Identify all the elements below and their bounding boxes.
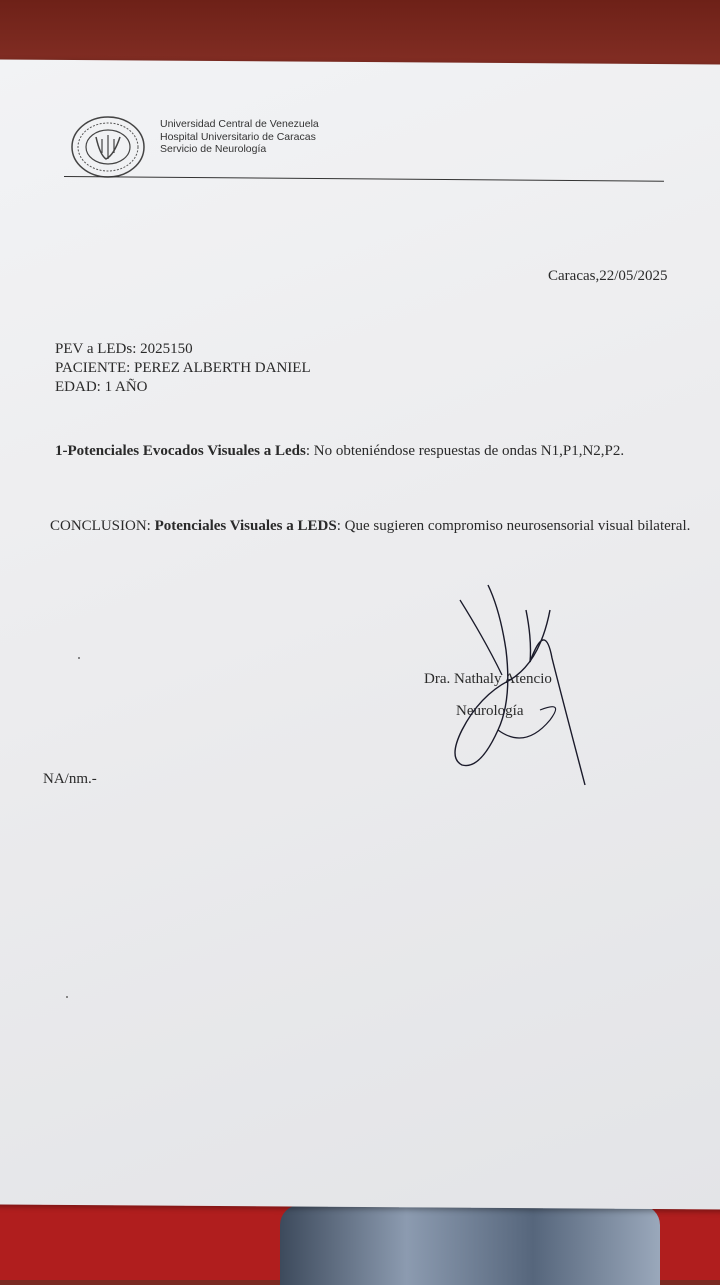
conclusion-text: : Que sugieren compromiso neurosensorial visual bilateral. [336,518,691,534]
service-name: Servicio de Neurología [160,143,267,155]
university-name: Universidad Central de Venezuela [160,118,319,130]
finding-paragraph [55,441,695,462]
signer-department: Neurología [456,703,524,719]
patient-age: EDAD: 1 AÑO [55,379,148,395]
signer-name: Dra. Nathaly Atencio [424,671,552,687]
patient-name: PACIENTE: PEREZ ALBERTH DANIEL [55,360,311,376]
document-page [0,59,720,1209]
speck [66,996,68,998]
institution-header [160,118,319,156]
conclusion-paragraph [50,516,702,537]
background-fabric [280,1205,660,1285]
hospital-name: Hospital Universitario de Caracas [160,130,316,143]
handwritten-signature [440,580,600,790]
finding-text: : No obteniéndose respuestas de ondas N1,P1,N2,P2. [305,443,625,459]
conclusion-prefix: CONCLUSION: [50,518,155,534]
document-date: Caracas,22/05/2025 [548,268,668,284]
speck [78,657,80,659]
record-info [55,340,311,397]
conclusion-label: Potenciales Visuales a LEDS [154,518,337,534]
pev-number: PEV a LEDs: 2025150 [55,341,193,357]
finding-label: 1-Potenciales Evocados Visuales a Leds [55,443,306,459]
ucv-seal-logo [70,115,146,179]
typist-initials: NA/nm.- [43,771,97,787]
